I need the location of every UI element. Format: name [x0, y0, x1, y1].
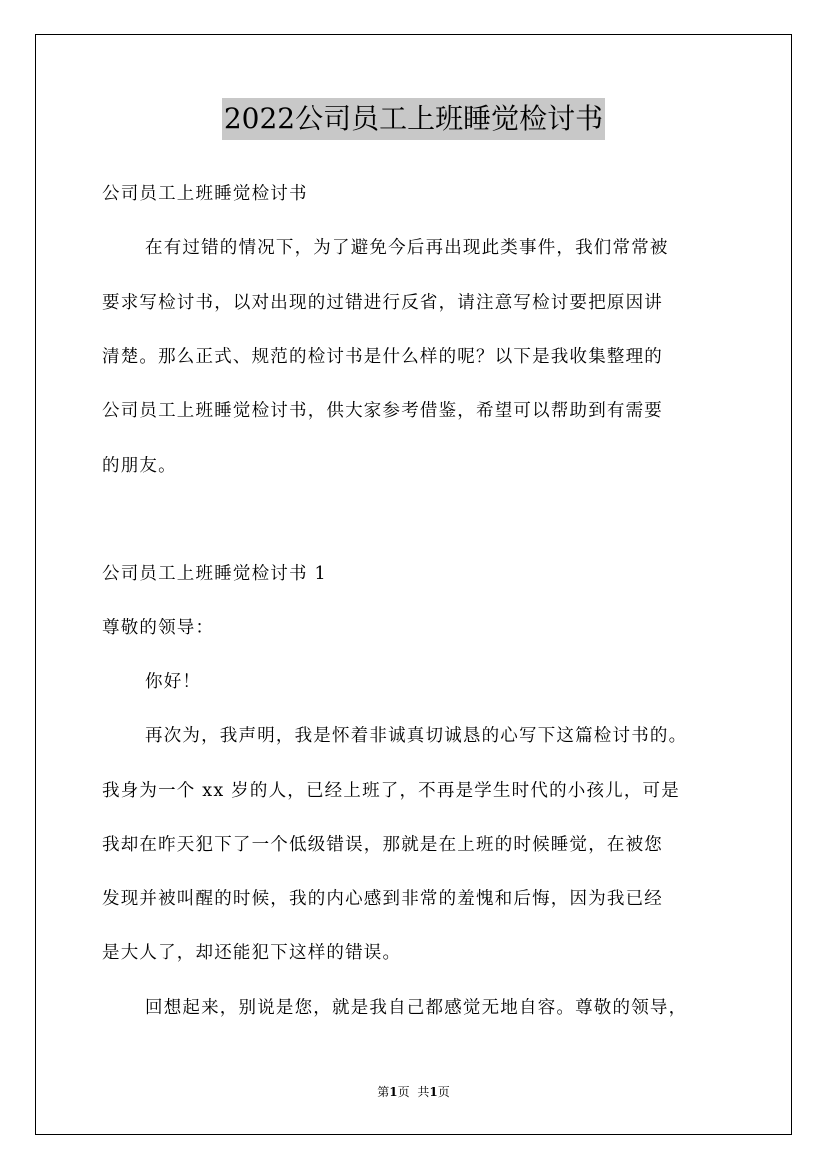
intro-line: 的朋友。	[102, 456, 177, 476]
total-pages: 1	[429, 1085, 438, 1099]
intro-line: 在有过错的情况下，为了避免今后再出现此类事件，我们常常被	[145, 238, 669, 258]
section-heading: 公司员工上班睡觉检讨书 1	[102, 564, 327, 584]
page-prefix: 第	[377, 1085, 390, 1099]
page-number: 1	[389, 1085, 398, 1099]
document-title: 2022公司员工上班睡觉检讨书	[222, 98, 605, 140]
intro-line: 要求写检讨书，以对出现的过错进行反省，请注意写检讨要把原因讲	[102, 293, 663, 313]
body-line: 我身为一个 xx 岁的人，已经上班了，不再是学生时代的小孩儿，可是	[102, 781, 680, 801]
body-line: 再次为，我声明，我是怀着非诚真切诚恳的心写下这篇检讨书的。	[145, 726, 688, 746]
body-line: 是大人了，却还能犯下这样的错误。	[102, 943, 402, 963]
page-footer	[0, 1084, 827, 1100]
total-suffix: 页	[437, 1085, 450, 1099]
body-line: 发现并被叫醒的时候，我的内心感到非常的羞愧和后悔，因为我已经	[102, 889, 663, 909]
body-line-last: 回想起来，别说是您，就是我自己都感觉无地自容。尊敬的领导，	[145, 998, 688, 1018]
intro-line: 清楚。那么正式、规范的检讨书是什么样的呢？以下是我收集整理的	[102, 347, 663, 367]
title-container	[0, 98, 827, 140]
body-line: 我却在昨天犯下了一个低级错误，那就是在上班的时候睡觉，在被您	[102, 835, 663, 855]
greeting: 你好！	[145, 672, 202, 692]
salutation: 尊敬的领导：	[102, 618, 215, 638]
page-suffix: 页	[397, 1085, 410, 1099]
subtitle: 公司员工上班睡觉检讨书	[102, 184, 308, 204]
intro-line: 公司员工上班睡觉检讨书，供大家参考借鉴，希望可以帮助到有需要	[102, 401, 663, 421]
total-prefix: 共	[417, 1085, 430, 1099]
